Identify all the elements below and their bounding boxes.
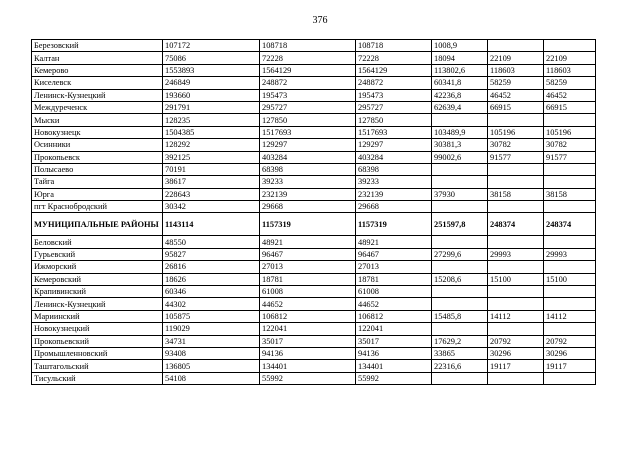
row-name-cell: пгт Краснобродский	[32, 201, 163, 213]
value-cell: 72228	[260, 52, 356, 64]
row-name-cell: Прокопьевск	[32, 151, 163, 163]
row-name-cell: Юрга	[32, 188, 163, 200]
value-cell: 127850	[356, 114, 432, 126]
row-name-cell: Ленинск-Кузнецкий	[32, 89, 163, 101]
value-cell: 14112	[488, 310, 544, 322]
value-cell: 44652	[260, 298, 356, 310]
row-name-cell: Новокузнецкий	[32, 323, 163, 335]
row-name-cell: Новокузнецк	[32, 126, 163, 138]
table-row	[32, 64, 596, 76]
value-cell: 22316,6	[432, 360, 488, 372]
value-cell	[488, 236, 544, 248]
value-cell	[432, 236, 488, 248]
value-cell: 93408	[163, 347, 260, 359]
value-cell	[544, 163, 596, 175]
value-cell	[488, 261, 544, 273]
value-cell: 195473	[260, 89, 356, 101]
value-cell: 103489,9	[432, 126, 488, 138]
value-cell	[544, 236, 596, 248]
value-cell: 22109	[488, 52, 544, 64]
municipal-data-table	[31, 39, 596, 385]
value-cell: 27013	[260, 261, 356, 273]
table-row	[32, 261, 596, 273]
value-cell: 106812	[260, 310, 356, 322]
value-cell: 58259	[488, 77, 544, 89]
value-cell: 91577	[488, 151, 544, 163]
value-cell	[432, 261, 488, 273]
value-cell: 39233	[356, 176, 432, 188]
value-cell: 30296	[544, 347, 596, 359]
value-cell: 34731	[163, 335, 260, 347]
value-cell: 38158	[544, 188, 596, 200]
table-row	[32, 213, 596, 236]
table-row	[32, 298, 596, 310]
value-cell: 75086	[163, 52, 260, 64]
value-cell: 295727	[260, 101, 356, 113]
value-cell: 129297	[260, 139, 356, 151]
value-cell: 15100	[544, 273, 596, 285]
value-cell	[488, 114, 544, 126]
value-cell: 30782	[544, 139, 596, 151]
value-cell: 96467	[356, 248, 432, 260]
value-cell: 1157319	[356, 213, 432, 236]
row-name-cell: Кемеровский	[32, 273, 163, 285]
table-row	[32, 360, 596, 372]
value-cell	[432, 298, 488, 310]
row-name-cell: Полысаево	[32, 163, 163, 175]
value-cell: 106812	[356, 310, 432, 322]
value-cell: 122041	[356, 323, 432, 335]
value-cell: 91577	[544, 151, 596, 163]
value-cell: 46452	[488, 89, 544, 101]
value-cell: 19117	[544, 360, 596, 372]
table-row	[32, 323, 596, 335]
value-cell: 118603	[488, 64, 544, 76]
table-row	[32, 52, 596, 64]
value-cell	[488, 372, 544, 384]
value-cell: 96467	[260, 248, 356, 260]
value-cell: 60346	[163, 286, 260, 298]
value-cell: 29668	[356, 201, 432, 213]
value-cell	[544, 201, 596, 213]
row-name-cell: Березовский	[32, 40, 163, 52]
value-cell: 232139	[260, 188, 356, 200]
value-cell	[544, 114, 596, 126]
value-cell: 107172	[163, 40, 260, 52]
table-row	[32, 126, 596, 138]
value-cell: 94136	[356, 347, 432, 359]
row-name-cell: Осинники	[32, 139, 163, 151]
value-cell: 94136	[260, 347, 356, 359]
value-cell	[432, 323, 488, 335]
value-cell	[432, 286, 488, 298]
value-cell: 1564129	[260, 64, 356, 76]
row-name-cell: Киселевск	[32, 77, 163, 89]
value-cell: 105196	[488, 126, 544, 138]
value-cell: 251597,8	[432, 213, 488, 236]
value-cell	[432, 114, 488, 126]
value-cell: 20792	[544, 335, 596, 347]
value-cell: 1157319	[260, 213, 356, 236]
table-row	[32, 151, 596, 163]
value-cell: 122041	[260, 323, 356, 335]
table-row	[32, 77, 596, 89]
value-cell: 15100	[488, 273, 544, 285]
value-cell: 48921	[260, 236, 356, 248]
value-cell	[432, 201, 488, 213]
value-cell: 68398	[356, 163, 432, 175]
value-cell: 1504385	[163, 126, 260, 138]
row-name-cell: Кемерово	[32, 64, 163, 76]
value-cell: 128235	[163, 114, 260, 126]
value-cell: 26816	[163, 261, 260, 273]
value-cell: 248374	[544, 213, 596, 236]
value-cell: 291791	[163, 101, 260, 113]
value-cell	[488, 298, 544, 310]
value-cell: 30296	[488, 347, 544, 359]
value-cell: 1564129	[356, 64, 432, 76]
value-cell: 72228	[356, 52, 432, 64]
row-name-cell: Междуреченск	[32, 101, 163, 113]
table-row	[32, 139, 596, 151]
value-cell	[488, 176, 544, 188]
value-cell: 29668	[260, 201, 356, 213]
value-cell	[432, 163, 488, 175]
value-cell: 58259	[544, 77, 596, 89]
value-cell: 195473	[356, 89, 432, 101]
table-row	[32, 335, 596, 347]
value-cell: 105875	[163, 310, 260, 322]
row-name-cell: Мариинский	[32, 310, 163, 322]
value-cell: 246849	[163, 77, 260, 89]
value-cell: 1517693	[260, 126, 356, 138]
value-cell: 136805	[163, 360, 260, 372]
value-cell: 66915	[544, 101, 596, 113]
value-cell: 248872	[260, 77, 356, 89]
value-cell: 55992	[260, 372, 356, 384]
value-cell	[544, 286, 596, 298]
value-cell: 61008	[260, 286, 356, 298]
value-cell: 392125	[163, 151, 260, 163]
value-cell: 248872	[356, 77, 432, 89]
table-row	[32, 286, 596, 298]
value-cell: 62639,4	[432, 101, 488, 113]
value-cell	[432, 176, 488, 188]
table-row	[32, 176, 596, 188]
value-cell: 228643	[163, 188, 260, 200]
row-name-cell: Беловский	[32, 236, 163, 248]
value-cell: 99002,6	[432, 151, 488, 163]
row-name-cell: Промышленновский	[32, 347, 163, 359]
value-cell	[488, 201, 544, 213]
value-cell: 108718	[356, 40, 432, 52]
table-row	[32, 114, 596, 126]
value-cell: 295727	[356, 101, 432, 113]
value-cell: 30342	[163, 201, 260, 213]
value-cell	[544, 40, 596, 52]
value-cell: 232139	[356, 188, 432, 200]
table-row	[32, 372, 596, 384]
value-cell: 35017	[356, 335, 432, 347]
value-cell: 403284	[356, 151, 432, 163]
value-cell: 20792	[488, 335, 544, 347]
value-cell	[488, 40, 544, 52]
table-row	[32, 101, 596, 113]
value-cell: 44302	[163, 298, 260, 310]
table-row	[32, 201, 596, 213]
value-cell: 95827	[163, 248, 260, 260]
value-cell: 18094	[432, 52, 488, 64]
value-cell: 1143114	[163, 213, 260, 236]
value-cell	[488, 323, 544, 335]
value-cell: 68398	[260, 163, 356, 175]
value-cell: 108718	[260, 40, 356, 52]
value-cell: 403284	[260, 151, 356, 163]
value-cell: 48550	[163, 236, 260, 248]
table-body	[32, 40, 596, 385]
value-cell: 1008,9	[432, 40, 488, 52]
table-row	[32, 273, 596, 285]
value-cell: 18781	[260, 273, 356, 285]
page-number: 376	[312, 15, 328, 26]
value-cell: 128292	[163, 139, 260, 151]
value-cell: 48921	[356, 236, 432, 248]
value-cell: 193660	[163, 89, 260, 101]
value-cell	[488, 163, 544, 175]
value-cell: 42236,8	[432, 89, 488, 101]
value-cell: 22109	[544, 52, 596, 64]
row-name-cell: Мыски	[32, 114, 163, 126]
value-cell: 1517693	[356, 126, 432, 138]
value-cell: 1553893	[163, 64, 260, 76]
value-cell: 19117	[488, 360, 544, 372]
value-cell: 17629,2	[432, 335, 488, 347]
value-cell: 134401	[356, 360, 432, 372]
value-cell: 134401	[260, 360, 356, 372]
value-cell: 38617	[163, 176, 260, 188]
value-cell: 37930	[432, 188, 488, 200]
table-row	[32, 163, 596, 175]
value-cell: 15208,6	[432, 273, 488, 285]
value-cell: 29993	[544, 248, 596, 260]
value-cell: 30782	[488, 139, 544, 151]
value-cell: 127850	[260, 114, 356, 126]
value-cell	[488, 286, 544, 298]
value-cell: 129297	[356, 139, 432, 151]
row-name-cell: Таштагольский	[32, 360, 163, 372]
value-cell: 55992	[356, 372, 432, 384]
table-row	[32, 188, 596, 200]
row-name-cell: Ленинск-Кузнецкий	[32, 298, 163, 310]
value-cell: 66915	[488, 101, 544, 113]
row-name-cell: Крапивинский	[32, 286, 163, 298]
value-cell: 14112	[544, 310, 596, 322]
table-row	[32, 347, 596, 359]
value-cell: 30381,3	[432, 139, 488, 151]
value-cell: 248374	[488, 213, 544, 236]
value-cell	[544, 298, 596, 310]
value-cell: 27013	[356, 261, 432, 273]
row-name-cell: Тисульский	[32, 372, 163, 384]
value-cell: 46452	[544, 89, 596, 101]
row-name-cell: Ижморский	[32, 261, 163, 273]
value-cell: 113802,6	[432, 64, 488, 76]
row-name-cell: Тайга	[32, 176, 163, 188]
value-cell: 119029	[163, 323, 260, 335]
value-cell: 60341,8	[432, 77, 488, 89]
value-cell: 38158	[488, 188, 544, 200]
value-cell: 27299,6	[432, 248, 488, 260]
table-row	[32, 236, 596, 248]
value-cell: 35017	[260, 335, 356, 347]
value-cell: 33865	[432, 347, 488, 359]
row-name-cell: МУНИЦИПАЛЬНЫЕ РАЙОНЫ	[32, 213, 163, 236]
value-cell: 54108	[163, 372, 260, 384]
value-cell: 61008	[356, 286, 432, 298]
table-row	[32, 310, 596, 322]
value-cell: 18781	[356, 273, 432, 285]
value-cell: 18626	[163, 273, 260, 285]
value-cell: 39233	[260, 176, 356, 188]
value-cell: 15485,8	[432, 310, 488, 322]
row-name-cell: Гурьевский	[32, 248, 163, 260]
table-row	[32, 89, 596, 101]
table-row	[32, 248, 596, 260]
value-cell	[432, 372, 488, 384]
value-cell: 70191	[163, 163, 260, 175]
row-name-cell: Прокопьевский	[32, 335, 163, 347]
table-row	[32, 40, 596, 52]
value-cell	[544, 261, 596, 273]
row-name-cell: Калтан	[32, 52, 163, 64]
value-cell: 29993	[488, 248, 544, 260]
value-cell	[544, 372, 596, 384]
value-cell: 118603	[544, 64, 596, 76]
value-cell	[544, 176, 596, 188]
value-cell: 105196	[544, 126, 596, 138]
value-cell	[544, 323, 596, 335]
value-cell: 44652	[356, 298, 432, 310]
